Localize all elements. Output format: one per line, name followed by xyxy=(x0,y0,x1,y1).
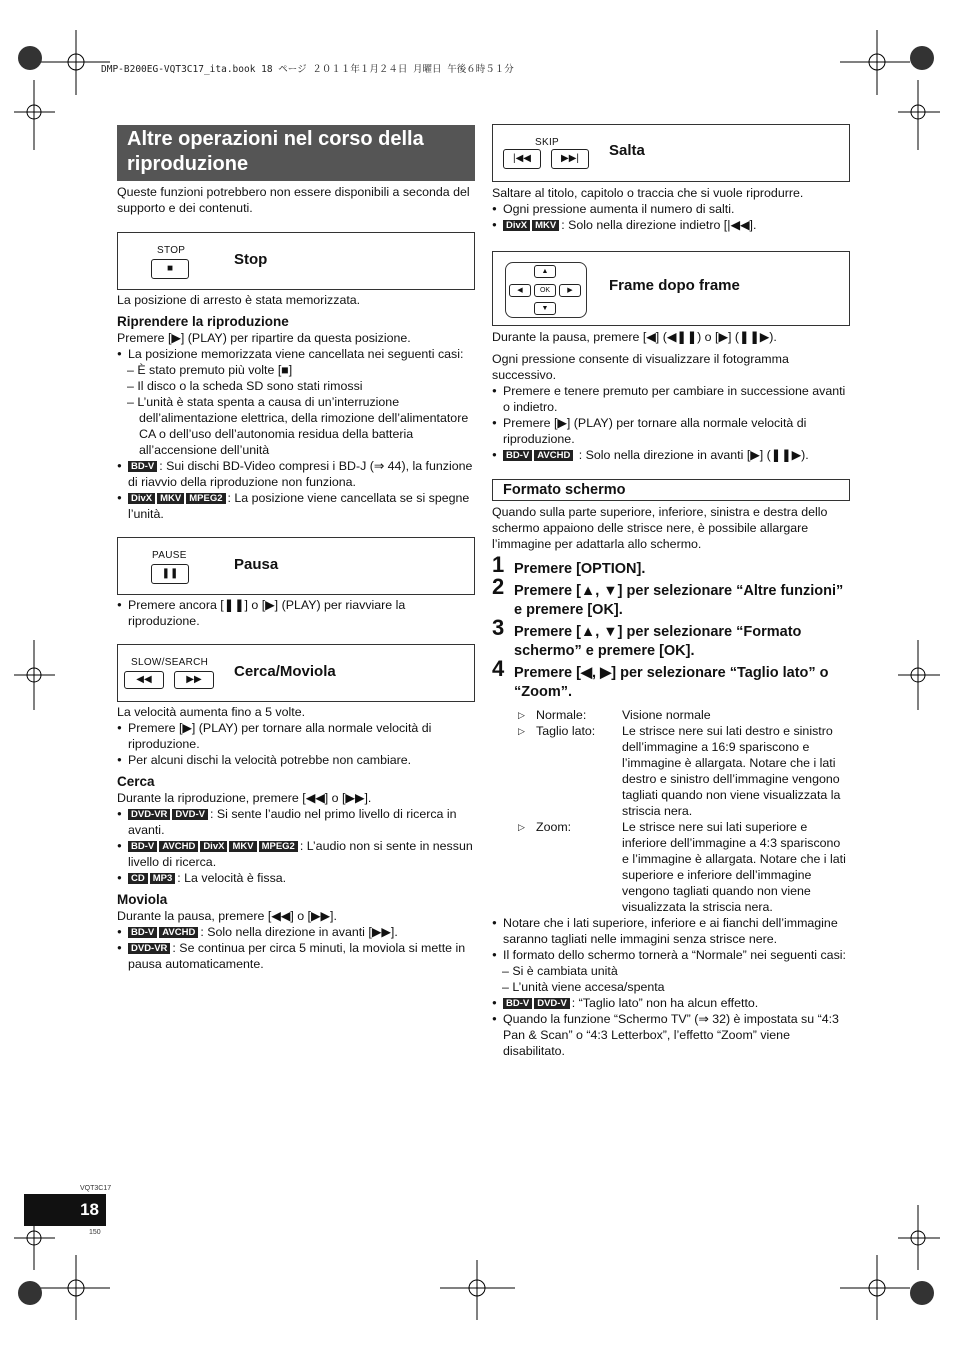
slow-motion-instructions: Durante la pausa, premere [◀◀] o [▶▶]. xyxy=(117,909,337,923)
left-button[interactable] xyxy=(509,284,531,297)
frame-text: Durante la pausa, premere [◀] (◀❚❚) o [▶] (❚❚▶). xyxy=(492,330,777,344)
step-3: 3 Premere [▲, ▼] per selezionare “Formato schermo” e premere [OK]. xyxy=(492,614,802,659)
list-item: ● DivX MKV : Solo nella direzione indietro [|◀◀]. xyxy=(492,217,850,233)
frame-control-box xyxy=(492,251,850,326)
triangle-icon: ▷ xyxy=(518,725,525,736)
step-1: 1 Premere [OPTION]. xyxy=(492,552,646,577)
list-item: ● Ogni pressione aumenta il numero di salti. xyxy=(492,201,850,217)
step-2: 2 Premere [▲, ▼] per selezionare “Altre funzioni” e premere [OK]. xyxy=(492,573,844,618)
stop-button[interactable] xyxy=(151,259,189,279)
search-instructions: Durante la riproduzione, premere [◀◀] o [▶▶]. xyxy=(117,791,372,805)
option-side-cut: ▷ Taglio lato: Le strisce nere sui lati destro e sinistro dell’immagine a 16:9 spariscono e l’immagine è allargata. Notare che i lati destro e sinistro dell’immagine vengono tagliati quando non viene visualizzata la striscia nera. xyxy=(518,723,841,818)
format-heading: Formato schermo xyxy=(492,479,850,501)
media-tag: DivX xyxy=(503,220,530,231)
stop-icon: ■ xyxy=(166,263,174,274)
page-title: Altre operazioni nel corso della riproduzione xyxy=(117,125,475,181)
list-item: – L’unità viene accesa/spenta xyxy=(502,979,665,994)
step-4: 4 Premere [◀, ▶] per selezionare “Taglio lato” o “Zoom”. xyxy=(492,655,829,700)
skip-caption: SKIP xyxy=(535,137,559,148)
search-text: La velocità aumenta fino a 5 volte. xyxy=(117,705,306,719)
left-column xyxy=(117,125,475,972)
arrow-up-icon: ▲ xyxy=(541,267,549,275)
list-item: – È stato premuto più volte [■] xyxy=(127,363,293,377)
list-item: ● BD-V AVCHD : Solo nella direzione in avanti [▶▶]. xyxy=(117,924,475,940)
media-tag: CD xyxy=(128,873,148,884)
ok-button[interactable]: OK xyxy=(534,284,556,297)
stop-control-box xyxy=(117,232,475,290)
list-item: ● BD-V DVD-V : “Taglio lato” non ha alcun effetto. xyxy=(492,995,850,1011)
pause-label: Pausa xyxy=(234,556,279,573)
document-code: VQT3C17 xyxy=(80,1185,112,1192)
page-number: 18 xyxy=(24,1194,106,1226)
skip-label: Salta xyxy=(609,142,645,159)
list-item: ● Per alcuni dischi la velocità potrebbe non cambiare. xyxy=(117,752,475,768)
media-tag: MKV xyxy=(229,841,256,852)
skip-forward-button[interactable] xyxy=(551,149,589,169)
media-tag: DVD-VR xyxy=(128,943,170,954)
list-item: ● Il formato dello schermo tornerà a “Normale” nei seguenti casi: xyxy=(492,947,850,963)
media-tag: BD-V xyxy=(503,998,532,1009)
format-intro: Quando sulla parte superiore, inferiore, sinistra e destra dello schermo appaiono delle strisce nere, è possibile allargare l’immagine per adattarla allo schermo. xyxy=(492,505,828,551)
pause-icon: ❚❚ xyxy=(161,568,179,579)
list-item: ● Premere [▶] (PLAY) per tornare alla normale velocità di riproduzione. xyxy=(117,720,475,752)
list-item: ● DVD-VR DVD-V : Si sente l’audio nel primo livello di ricerca in avanti. xyxy=(117,806,475,838)
pause-control-box xyxy=(117,537,475,595)
media-tag: BD-V xyxy=(128,461,157,472)
sub-page-number: 150 xyxy=(89,1229,101,1236)
arrow-right-icon: ▶ xyxy=(567,286,573,294)
frame-label: Frame dopo frame xyxy=(609,277,740,294)
media-tag: MKV xyxy=(157,493,184,504)
list-item: ● Premere e tenere premuto per cambiare in successione avanti o indietro. xyxy=(492,383,850,415)
media-tag: BD-V xyxy=(128,927,157,938)
skip-control-box xyxy=(492,124,850,182)
search-control-box xyxy=(117,644,475,702)
media-tag: MKV xyxy=(532,220,559,231)
fast-forward-button[interactable] xyxy=(174,671,214,689)
media-tag: BD-V xyxy=(128,841,157,852)
media-tag: AVCHD xyxy=(159,927,198,938)
option-normal: ▷ Normale: Visione normale xyxy=(518,707,711,722)
list-item: ● Premere [▶] (PLAY) per tornare alla normale velocità di riproduzione. xyxy=(492,415,850,447)
option-list xyxy=(516,707,850,915)
media-tag: MPEG2 xyxy=(259,841,298,852)
list-item: ● DVD-VR : Se continua per circa 5 minuti, la moviola si mette in pausa automaticamente. xyxy=(117,940,475,972)
pause-button[interactable] xyxy=(151,564,189,584)
list-item: – Il disco o la scheda SD sono stati rimossi xyxy=(127,379,363,393)
media-tag: DVD-VR xyxy=(128,809,170,820)
media-tag: DVD-V xyxy=(534,998,570,1009)
media-tag: BD-V xyxy=(503,450,532,461)
media-tag: DivX xyxy=(128,493,155,504)
skip-text: Saltare al titolo, capitolo o traccia che si vuole riprodurre. xyxy=(492,186,804,200)
stop-caption: STOP xyxy=(157,245,186,256)
list-item: ● Quando la funzione “Schermo TV” (⇒ 32) è impostata su “4:3 Pan & Scan” o “4:3 Letterbox”, l’effetto “Zoom” viene disabilitato. xyxy=(492,1011,850,1059)
skip-forward-icon: ▶▶| xyxy=(561,153,579,164)
skip-back-icon: |◀◀ xyxy=(513,153,531,164)
right-button[interactable] xyxy=(559,284,581,297)
list-item: ● La posizione memorizzata viene cancellata nei seguenti casi: xyxy=(117,346,475,362)
search-caption: SLOW/SEARCH xyxy=(131,657,209,668)
arrow-down-icon: ▼ xyxy=(541,304,549,312)
option-zoom: ▷ Zoom: Le strisce nere sui lati superiore e inferiore dell’immagine a 4:3 spariscono e l’immagine è allargata. Notare che i lati superiore e inferiore dell’immagine vengono tagliati quando non viene visualizzata la striscia nera. xyxy=(518,819,846,914)
media-tag: DivX xyxy=(200,841,227,852)
list-item: ● CD MP3 : La velocità è fissa. xyxy=(117,870,475,886)
media-tag: DVD-V xyxy=(172,809,208,820)
intro-text: Queste funzioni potrebbero non essere disponibili a seconda del supporto e dei contenuti. xyxy=(117,185,470,215)
direction-pad xyxy=(505,262,587,318)
frame-text-2: Ogni pressione consente di visualizzare il fotogramma successivo. xyxy=(492,352,789,382)
arrow-left-icon: ◀ xyxy=(517,286,523,294)
media-tag: AVCHD xyxy=(159,841,198,852)
pause-caption: PAUSE xyxy=(152,550,187,561)
list-item: ● BD-V AVCHD DivX MKV MPEG2 : L’audio non si sente in nessun livello di ricerca. xyxy=(117,838,475,870)
fast-forward-icon: ▶▶ xyxy=(186,674,202,685)
resume-text: Premere [▶] (PLAY) per ripartire da questa posizione. xyxy=(117,331,411,345)
list-item: – Si è cambiata unità xyxy=(502,963,618,978)
slow-motion-heading: Moviola xyxy=(117,892,168,907)
up-button[interactable] xyxy=(534,265,556,278)
down-button[interactable] xyxy=(534,302,556,315)
media-tag: MP3 xyxy=(150,873,176,884)
print-header: DMP-B200EG-VQT3C17_ita.book 18 ページ ２０１１年１月２４日 月曜日 午後６時５１分 xyxy=(101,64,514,75)
search-label: Cerca/Moviola xyxy=(234,663,336,680)
stop-text: La posizione di arresto è stata memorizzata. xyxy=(117,293,361,307)
stop-label: Stop xyxy=(234,251,268,268)
list-item: ● BD-V : Sui dischi BD-Video compresi i BD-J (⇒ 44), la funzione di riavvio della riproduzione non funziona. xyxy=(117,458,475,490)
media-tag: MPEG2 xyxy=(186,493,225,504)
resume-heading: Riprendere la riproduzione xyxy=(117,314,289,329)
list-item: ● BD-V AVCHD : Solo nella direzione in avanti [▶] (❚❚▶). xyxy=(492,447,850,463)
list-item: ● Notare che i lati superiore, inferiore e ai fianchi dell’immagine saranno tagliati nelle immagini senza strisce nere. xyxy=(492,915,850,947)
media-tag: AVCHD xyxy=(534,450,573,461)
rewind-button[interactable] xyxy=(124,671,164,689)
list-item: ● Premere ancora [❚❚] o [▶] (PLAY) per riavviare la riproduzione. xyxy=(117,597,475,629)
triangle-icon: ▷ xyxy=(518,709,525,720)
skip-back-button[interactable] xyxy=(503,149,541,169)
rewind-icon: ◀◀ xyxy=(136,674,152,685)
list-item: ● DivX MKV MPEG2 : La posizione viene cancellata se si spegne l’unità. xyxy=(117,490,475,522)
list-item: – L’unità è stata spenta a causa di un’interruzione dell’alimentazione elettrica, della rimozione dell’alimentatore CA o dell’uso dell’autonomia residua della batteria all’accensione dell’unità xyxy=(127,395,469,457)
search-heading: Cerca xyxy=(117,774,155,789)
triangle-icon: ▷ xyxy=(518,821,525,832)
right-column xyxy=(492,124,850,1059)
